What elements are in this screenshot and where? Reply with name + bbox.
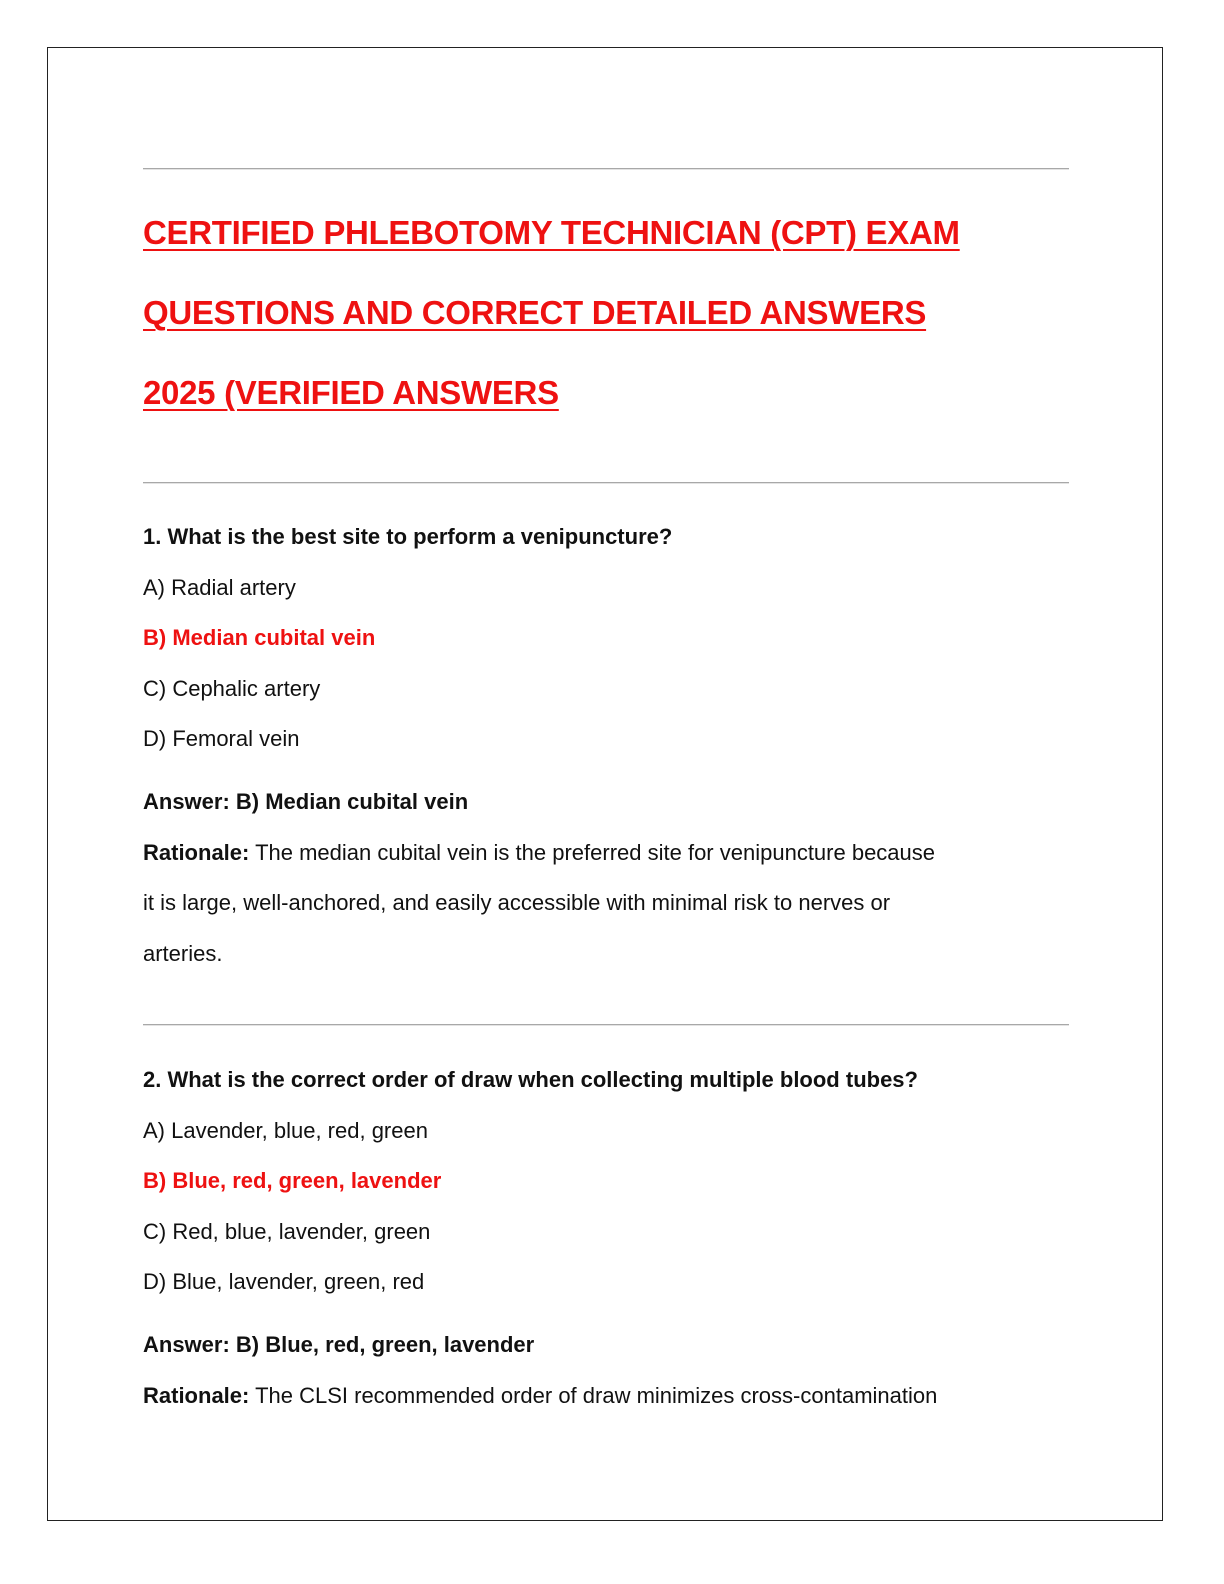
question-2-option-b-correct: B) Blue, red, green, lavender bbox=[143, 1168, 442, 1193]
rationale-text: The CLSI recommended order of draw minimizes cross-contamination bbox=[249, 1383, 938, 1408]
page-border bbox=[47, 47, 1163, 1521]
question-1-rationale-line-3: arteries. bbox=[143, 941, 223, 966]
question-2-option-d: D) Blue, lavender, green, red bbox=[143, 1269, 425, 1294]
question-2-option-c: C) Red, blue, lavender, green bbox=[143, 1219, 431, 1244]
question-2-answer: Answer: B) Blue, red, green, lavender bbox=[143, 1332, 535, 1357]
question-2-text: 2. What is the correct order of draw when collecting multiple blood tubes? bbox=[143, 1067, 918, 1092]
rationale-text: The median cubital vein is the preferred site for venipuncture because bbox=[249, 840, 936, 865]
question-1-option-b-correct: B) Median cubital vein bbox=[143, 625, 376, 650]
rationale-label: Rationale: bbox=[143, 1383, 250, 1408]
question-1-rationale-line-2: it is large, well-anchored, and easily accessible with minimal risk to nerves or bbox=[143, 890, 891, 915]
question-1-text: 1. What is the best site to perform a venipuncture? bbox=[143, 524, 673, 549]
document-title-line-3: 2025 (VERIFIED ANSWERS bbox=[143, 374, 559, 411]
question-2-option-a: A) Lavender, blue, red, green bbox=[143, 1118, 428, 1143]
divider-top bbox=[143, 168, 1069, 170]
question-1-rationale-line-1 bbox=[143, 839, 935, 867]
question-1-option-c: C) Cephalic artery bbox=[143, 676, 321, 701]
question-1-answer: Answer: B) Median cubital vein bbox=[143, 789, 469, 814]
question-1-option-a: A) Radial artery bbox=[143, 575, 296, 600]
rationale-label: Rationale: bbox=[143, 840, 250, 865]
question-2-rationale-line-1 bbox=[143, 1382, 937, 1410]
divider-after-title bbox=[143, 482, 1069, 484]
divider-between-questions bbox=[143, 1024, 1069, 1026]
document-title-line-1: CERTIFIED PHLEBOTOMY TECHNICIAN (CPT) EXAM bbox=[143, 214, 960, 251]
question-1-option-d: D) Femoral vein bbox=[143, 726, 300, 751]
document-title-line-2: QUESTIONS AND CORRECT DETAILED ANSWERS bbox=[143, 294, 927, 331]
